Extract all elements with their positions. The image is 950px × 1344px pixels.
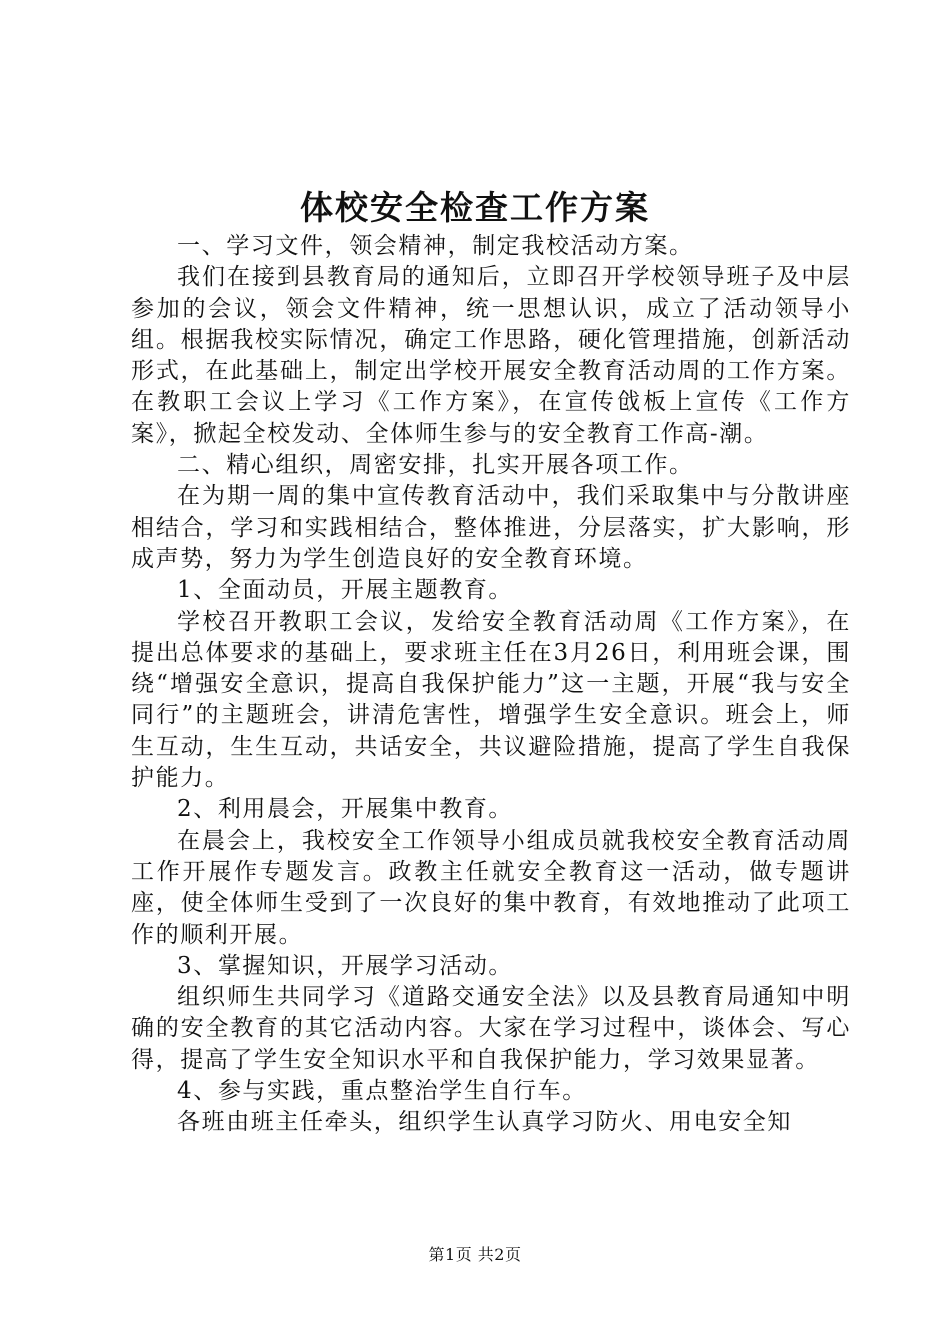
- subsection-heading-2: 2、利用晨会，开展集中教育。: [177, 796, 514, 823]
- paragraph: 我们在接到县教育局的通知后，立即召开学校领导班子及中层参加的会议，领会文件精神，统一思想认识，成立了活动领导小组。根据我校实际情况，确定工作思路，硬化管理措施，创新活动形式，在此基础上，制定出学校开展安全教育活动周的工作方案。在教职工会议上学习《工作方案》，在宣传戗板上宣传《工作方案》，掀起全校发动、全体师生参与的安全教育工作高-潮。: [131, 264, 851, 447]
- paragraph: 在晨会上，我校安全工作领导小组成员就我校安全教育活动周工作开展作专题发言。政教主任就安全教育这一活动，做专题讲座，使全体师生受到了一次良好的集中教育，有效地推动了此项工作的顺利开展。: [131, 827, 851, 948]
- document-title: 体校安全检查工作方案: [300, 188, 650, 227]
- paragraph: 组织师生共同学习《道路交通安全法》以及县教育局通知中明确的安全教育的其它活动内容。大家在学习过程中，谈体会、写心得，提高了学生安全知识水平和自我保护能力，学习效果显著。: [131, 984, 851, 1073]
- paragraph: 学校召开教职工会议，发给安全教育活动周《工作方案》，在提出总体要求的基础上，要求班主任在3月26日，利用班会课，围绕“增强安全意识，提高自我保护能力”这一主题，开展“我与安全同行”的主题班会，讲清危害性，增强学生安全意识。班会上，师生互动，生生互动，共话安全，共议避险措施，提高了学生自我保护能力。: [131, 608, 851, 792]
- subsection-heading-3: 3、掌握知识，开展学习活动。: [177, 952, 514, 979]
- document-body: [131, 231, 851, 1139]
- paragraph: 在为期一周的集中宣传教育活动中，我们采取集中与分散讲座相结合，学习和实践相结合，整体推进，分层落实，扩大影响，形成声势，努力为学生创造良好的安全教育环境。: [131, 483, 851, 572]
- section-heading-1: 一、学习文件，领会精神，制定我校活动方案。: [177, 233, 694, 259]
- subsection-heading-1: 1、全面动员，开展主题教育。: [177, 577, 514, 604]
- page-number-footer: 第1页 共2页: [428, 1245, 522, 1264]
- paragraph: 各班由班主任牵头，组织学生认真学习防火、用电安全知: [177, 1109, 792, 1136]
- section-heading-2: 二、精心组织，周密安排，扎实开展各项工作。: [177, 452, 694, 479]
- subsection-heading-4: 4、参与实践，重点整治学生自行车。: [177, 1078, 587, 1105]
